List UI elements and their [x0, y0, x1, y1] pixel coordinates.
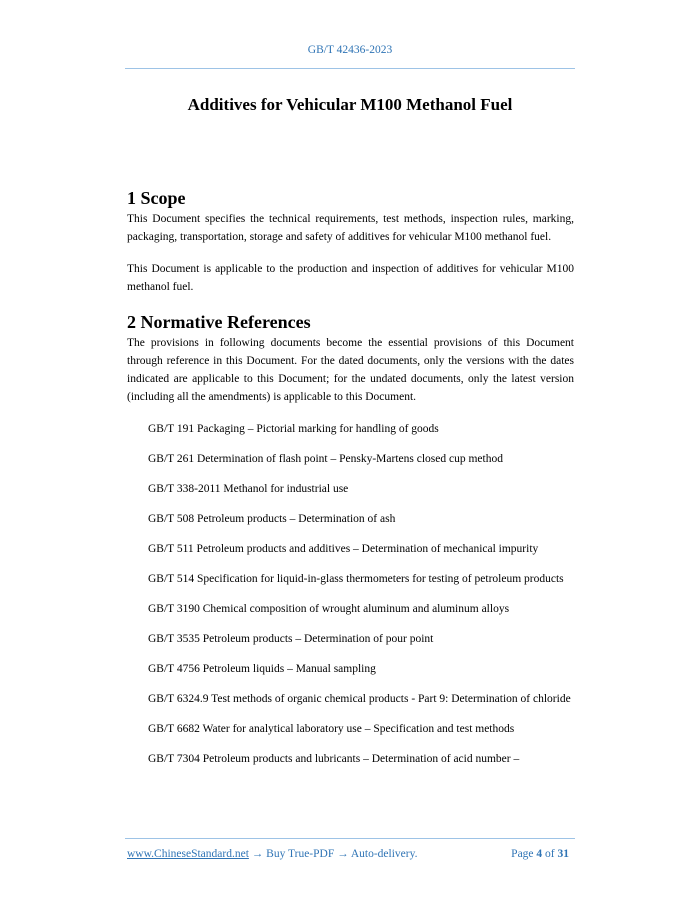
document-title: Additives for Vehicular M100 Methanol Fuel: [187, 95, 513, 114]
reference-item: GB/T 261 Determination of flash point – Pensky-Martens closed cup method: [148, 453, 503, 465]
standard-code-header: GB/T 42436-2023: [307, 44, 393, 56]
footer-delivery-text: → Buy True-PDF → Auto-delivery.: [248, 848, 418, 860]
page-current: 4: [536, 848, 543, 860]
section-heading-normative-references: 2 Normative References: [127, 312, 311, 332]
footer-divider: [125, 838, 575, 839]
reference-item: GB/T 6682 Water for analytical laboratory use – Specification and test methods: [148, 723, 515, 735]
page-total: 31: [557, 848, 569, 860]
footer-store-link: [127, 848, 417, 860]
reference-item: GB/T 191 Packaging – Pictorial marking for handling of goods: [148, 423, 439, 435]
reference-item: GB/T 514 Specification for liquid-in-glass thermometers for testing of petroleum products: [148, 573, 564, 585]
reference-item: GB/T 3190 Chemical composition of wrought aluminum and aluminum alloys: [148, 603, 510, 615]
page-label: Page: [511, 848, 534, 860]
header-divider: [125, 68, 575, 69]
scope-paragraph: This Document is applicable to the production and inspection of additives for vehicular M100 methanol fuel.: [127, 263, 574, 293]
reference-item: GB/T 7304 Petroleum products and lubricants – Determination of acid number –: [148, 753, 520, 765]
reference-item: GB/T 511 Petroleum products and additives – Determination of mechanical impurity: [148, 543, 539, 555]
document-body: [127, 186, 574, 768]
reference-item: GB/T 508 Petroleum products – Determination of ash: [148, 513, 396, 525]
references-intro-paragraph: The provisions in following documents become the essential provisions of this Document through reference in this Document. For the dated documents, only the versions with the dates indicated are applicable to this Document; for the undated documents, only the latest version (including all the amendments) is applicable to this Document.: [127, 337, 574, 403]
section-heading-scope: 1 Scope: [127, 188, 186, 208]
scope-paragraph: This Document specifies the technical requirements, test methods, inspection rules, marking, packaging, transportation, storage and safety of additives for vehicular M100 methanol fuel.: [127, 213, 574, 243]
page-indicator: [511, 848, 569, 860]
reference-item: GB/T 4756 Petroleum liquids – Manual sampling: [148, 663, 376, 675]
reference-item: GB/T 3535 Petroleum products – Determination of pour point: [148, 633, 434, 645]
reference-item: GB/T 338-2011 Methanol for industrial use: [148, 483, 349, 495]
reference-item: GB/T 6324.9 Test methods of organic chemical products - Part 9: Determination of chloride: [148, 693, 571, 705]
chinesestandard-link[interactable]: www.ChineseStandard.net: [127, 848, 249, 860]
page-of-label: of: [545, 848, 555, 860]
